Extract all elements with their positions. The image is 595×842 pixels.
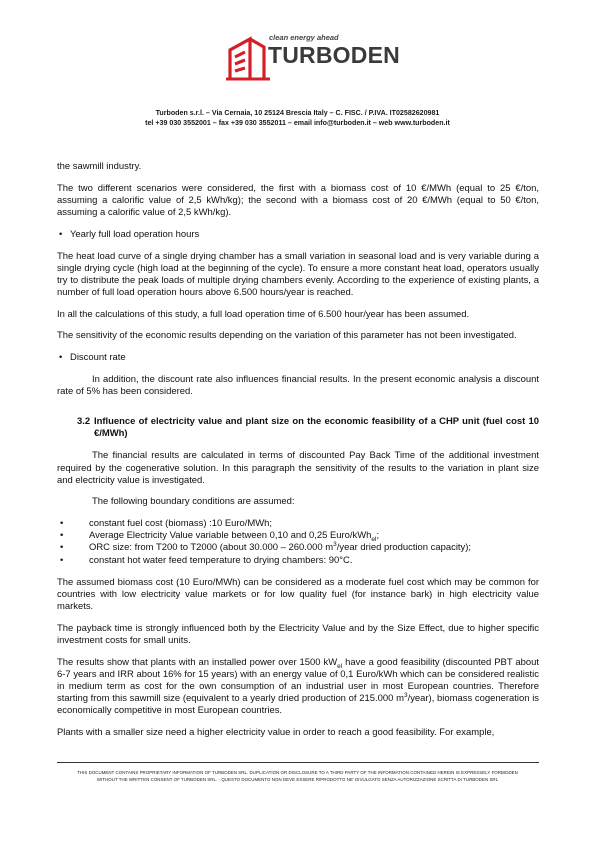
list-item: • constant hot water feed temperature to drying chambers: 90°C. bbox=[57, 555, 539, 567]
section-heading bbox=[57, 416, 539, 440]
bullet-item: • Discount rate bbox=[57, 352, 539, 364]
turboden-logo-icon bbox=[226, 30, 270, 82]
list-item: • constant fuel cost (biomass) :10 Euro/MWh; bbox=[57, 518, 539, 530]
paragraph: The financial results are calculated in terms of discounted Pay Back Time of the additional investment required by the cogenerative solution. In this paragraph the sensitivity of the results to the variation in plant size and electricity value is investigated. bbox=[57, 450, 539, 486]
paragraph: the sawmill industry. bbox=[57, 161, 142, 172]
footer-divider bbox=[57, 762, 539, 763]
logo-tagline: clean energy ahead bbox=[269, 33, 339, 42]
paragraph: The following boundary conditions are assumed: bbox=[92, 496, 295, 508]
bullet-item: • Yearly full load operation hours bbox=[57, 229, 539, 241]
paragraph: The heat load curve of a single drying chamber has a small variation in seasonal load and is very variable during a single drying cycle (high load at the beginning of the cycle). To ensure a more constant heat load, operators usually try to distribute the peak loads of multiple drying chambers evenly. According to the experience of existing plants, a number of full load operation hours above 6.500 hours/year is reached. bbox=[57, 250, 539, 298]
paragraph: In addition, the discount rate also influences financial results. In the present economic analysis a discount rate of 5% has been considered. bbox=[57, 374, 539, 398]
paragraph: The results show that plants with an installed power over 1500 $kW_{el}$ have a good feasibility (discounted PBT about 6-7 years and IRR about 16% for 15 years) with an energy value of 0,1 Euro/kWh which can be considered realistic in medium term as cost for the own consumption of an industrial user in most European countries. Therefore starting from this sawmill size (equivalent to a yearly dried production of 215.000 $m^3/year$), biomass cogeneration is economically competitive in most European countries. bbox=[57, 656, 540, 716]
letterhead bbox=[0, 0, 595, 135]
paragraph: In all the calculations of this study, a full load operation time of 6.500 hour/year has been assumed. bbox=[57, 308, 470, 320]
document-body bbox=[57, 161, 539, 748]
paragraph: The sensitivity of the economic results depending on the variation of this parameter has not been investigated. bbox=[57, 330, 517, 342]
confidentiality-notice-italian: WITHOUT THE WRITTEN CONSENT OF TURBODEN SRL. - QUESTO DOCUMENTO NON DEVE ESSERE RIPRODOTTO NE' DIVULGATO SENZA AUTORIZZAZIONE SCRITTA DI TURBODEN SRL bbox=[96, 777, 499, 782]
paragraph: The payback time is strongly influenced both by the Electricity Value and by the Size Effect, due to higher specific investment costs for small units. bbox=[57, 622, 539, 646]
list-item: • Average Electricity Value variable between 0,10 and 0,25 Euro/kWh$_{el}$; bbox=[57, 530, 539, 542]
paragraph: The two different scenarios were considered, the first with a biomass cost of 10 €/MWh (equal to 25 €/ton, assuming a calorific value of 2,5 kWh/kg); the second with a biomass cost of 20 €/MWh (equal to 50 €/ton, assuming a calorific value of 2,5 kWh/kg). bbox=[57, 182, 539, 218]
section-title: Influence of electricity value and plant size on the economic feasibility of a CHP unit (fuel cost 10 €/MWh) bbox=[94, 416, 539, 440]
turboden-logo bbox=[226, 30, 400, 90]
list-item: • ORC size: from T200 to T2000 (about 30.000 – 260.000 $m^3$/year dried production capacity); bbox=[57, 542, 539, 554]
paragraph: The assumed biomass cost (10 Euro/MWh) can be considered as a moderate fuel cost which may be common for countries with low electricity value markets or for low quality fuel (for instance bark) in high electricity value markets. bbox=[57, 576, 539, 613]
company-contacts: tel +39 030 3552001 – fax +39 030 3552011 – email info@turboden.it – web www.turboden.it bbox=[145, 119, 450, 127]
company-address: Turboden s.r.l. – Via Cernaia, 10 25124 Brescia Italy – C. FISC. / P.IVA. IT02582620981 bbox=[155, 109, 440, 117]
logo-wordmark: TURBODEN bbox=[268, 41, 400, 69]
section-number: 3.2 bbox=[77, 416, 91, 428]
conditions-list bbox=[57, 518, 539, 567]
paragraph: Plants with a smaller size need a higher electricity value in order to reach a good feasibility. For example, bbox=[57, 726, 495, 738]
confidentiality-notice: THIS DOCUMENT CONTAINS PROPRIETARY INFORMATION OF TURBODEN SRL. DUPLICATION OR DISCLOSURE TO A THIRD PARTY OF THE INFORMATION CONTAINED HEREIN IS EXPRESSELY FORBIDDEN bbox=[77, 770, 518, 775]
